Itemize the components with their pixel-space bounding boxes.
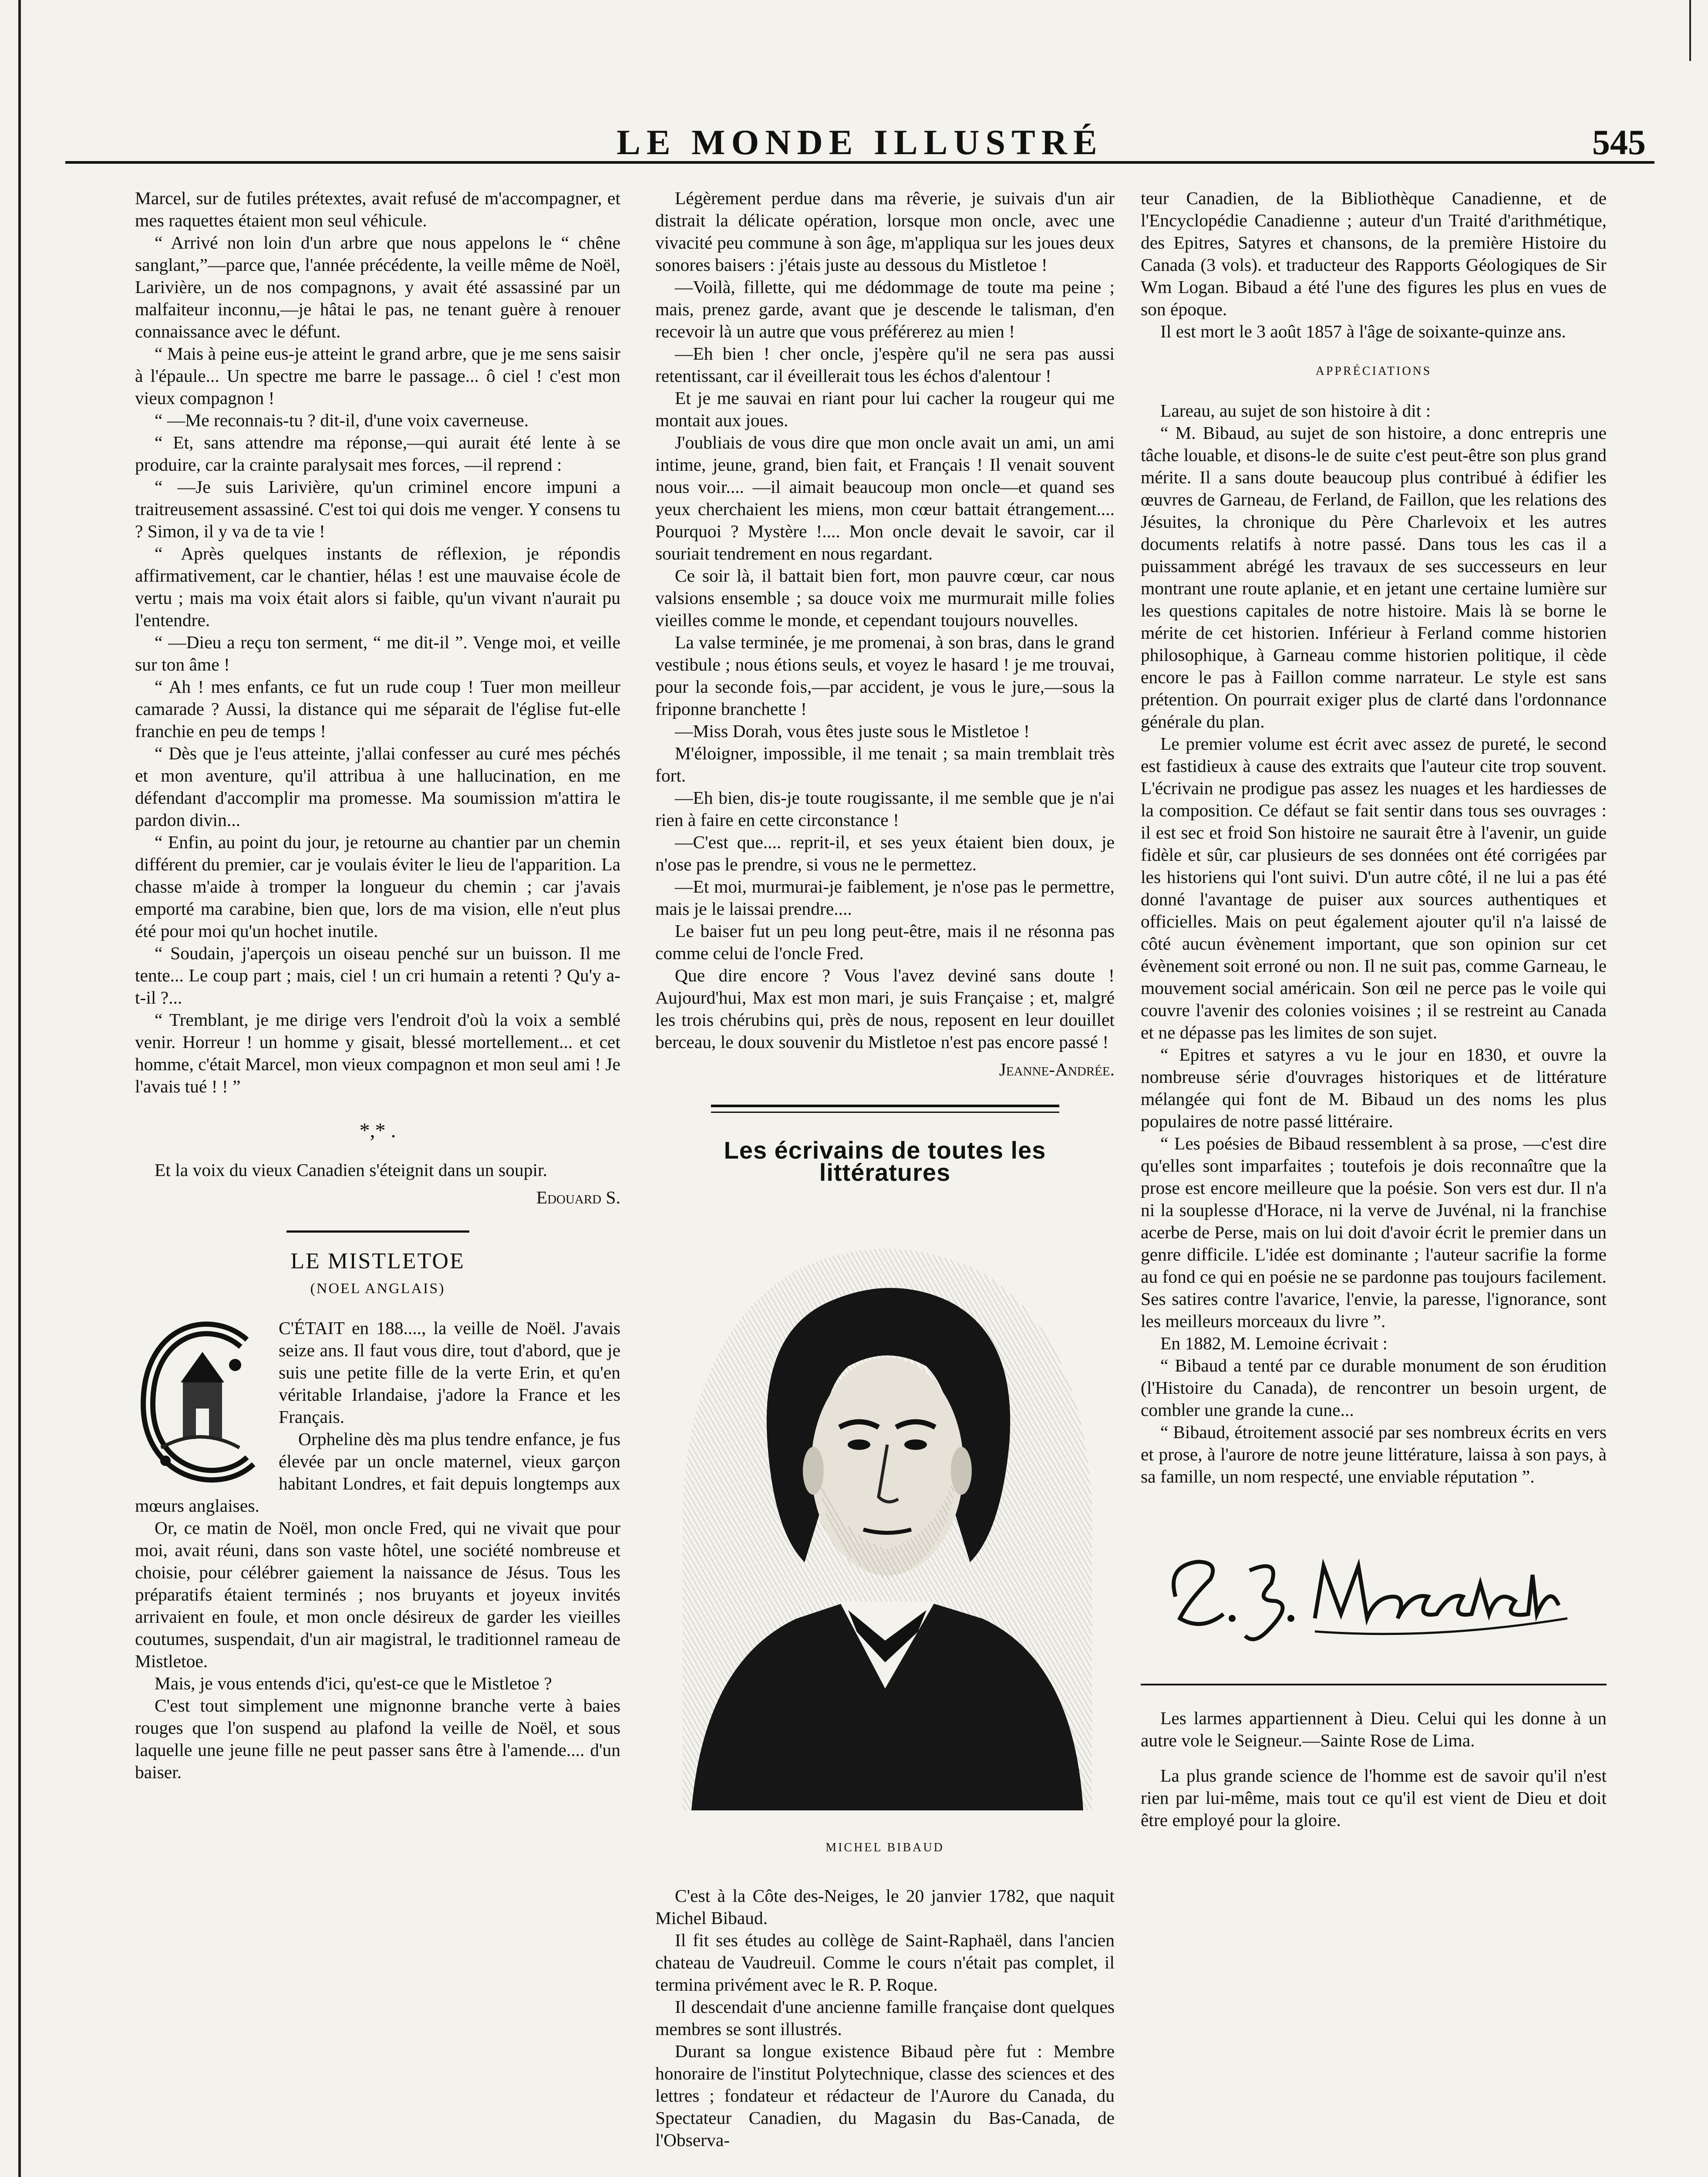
section-divider [1141,1684,1607,1685]
appreciation-paragraph: “ Bibaud a tenté par ce durable monument de son érudition (l'Histoire du Canada), de rencontrer un besoin urgent, de combler une grande la cune... [1141,1355,1607,1420]
mistletoe-paragraph: —Et moi, murmurai-je faiblement, je n'ose pas le permettre, mais je le laissai prendre.... [655,876,1115,919]
quote-sainte-rose: Les larmes appartiennent à Dieu. Celui qui les donne à un autre vole le Seigneur.—Sainte Rose de Lima. [1141,1708,1607,1750]
story-paragraph: “ Et, sans attendre ma réponse,—qui aurait été lente à se produire, car la crainte paralysait mes forces, —il reprend : [135,432,620,475]
story-paragraph: “ —Dieu a reçu ton serment, “ me dit-il ”. Venge moi, et veille sur ton âme ! [135,632,620,674]
handwritten-signature [1149,1531,1585,1649]
mistletoe-paragraph: Et je me sauvai en riant pour lui cacher la rougeur qui me montait aux joues. [655,388,1115,430]
mistletoe-paragraph: Orpheline dès ma plus tendre enfance, je fus élevée par un oncle maternel, vieux garçon habitant Londres, et fait depuis longtemps aux mœurs anglaises. [135,1429,620,1516]
page-number: 545 [1592,122,1646,162]
mistletoe-title: LE MISTLETOE [290,1249,465,1274]
left-margin-mark [18,0,21,2177]
portrait-engraving [665,1201,1105,1823]
story-paragraph: “ Tremblant, je me dirige vers l'endroit d'où la voix a semblé venir. Horreur ! un homme y gisait, blessé mortellement... et cet homme, c'était Marcel, mon vieux compagnon et mon seul ami ! Je l'avais tué ! ! ” [135,1010,620,1096]
closing-paragraph: Et la voix du vieux Canadien s'éteignit dans un soupir. [155,1160,547,1180]
portrait-caption: MICHEL BIBAUD [825,1841,944,1854]
story-paragraph: “ Enfin, au point du jour, je retourne au chantier par un chemin différent du premier, car je voulais éviter le lieu de l'apparition. La chasse m'aide à tromper la longueur du chemin ; car j'avais emporté ma carabine, bien que, lors de ma vision, elle n'eut plus été pour moi qu'un hochet inutile. [135,832,620,941]
story-paragraph: “ Mais à peine eus-je atteint le grand arbre, que je me sens saisir à l'épaule... Un spectre me barre le passage... ô ciel ! c'est mon vieux compagnon ! [135,344,620,408]
appreciation-paragraph: “ M. Bibaud, au sujet de son histoire, a donc entrepris une tâche louable, et disons-le de suite c'est peut-être son plus grand mérite. Il a sans doute beaucoup plus contribué à édifier les œuvres de Garneau, de Ferland, de Faillon, que les relations des Jésuites, la chronique du Père Charlevoix et les autres documents relatifs à notre passé. Dans tous les cas il a puissamment abrégé les travaux de ses successeurs en leur montrant une route aplanie, et en jetant une certaine lumière sur les questions capitales de notre histoire. Mais là se borne le mérite de cet historien. Inférieur à Ferland comme historien philosophique, à Garneau comme historien politique, il cède encore le pas à Faillon comme narrateur. Le style est sans prétention. On pourrait exiger plus de clarté dans l'ordonnance générale du plan. [1141,423,1607,731]
appreciation-paragraph: Le premier volume est écrit avec assez de pureté, le second est fastidieux à cause des extraits que l'auteur cite trop souvent. L'écrivain ne prodigue pas assez les nuages et les hardiesses de la composition. Ce défaut se fait sentir dans tous ses ouvrages : il est sec et froid Son histoire ne saurait être à l'avenir, un guide fidèle et sûr, car plusieurs de ses données ont été corrigées par les historiens qui l'ont suivi. D'un autre côté, il ne lui a pas été donné l'avantage de puiser aux sources authentiques et officielles. Mais on peut également ajouter qu'il n'a laissé de côté aucun évènement important, que son opinion sur cet évènement soit erroné ou non. Il ne suit pas, comme Garneau, le mouvement social américain. Son œil ne perce pas le voile qui couvre l'avenir des colonies voisines ; il se restreint au Canada et ne dépasse pas les limites de son sujet. [1141,734,1607,1042]
mistletoe-paragraph: —Miss Dorah, vous êtes juste sous le Mistletoe ! [675,721,1030,741]
running-head [65,109,1654,164]
mistletoe-paragraph: —C'est que.... reprit-il, et ses yeux étaient bien doux, je n'ose pas le prendre, si vous ne le permettez. [655,832,1115,874]
story-signature: Edouard S. [536,1187,620,1207]
section-stars: *,* . [359,1119,396,1142]
story-paragraph: “ Soudain, j'aperçois un oiseau penché sur un buisson. Il me tente... Le coup part ; mais, ciel ! un cri humain a retenti ? Qu'y a-t-il ?... [135,943,620,1008]
mistletoe-paragraph: Que dire encore ? Vous l'avez deviné sans doute ! Aujourd'hui, Max est mon mari, je suis Française ; et, malgré les trois chérubins qui, près de nous, reposent en leur douillet berceau, le doux souvenir du Mistletoe n'est pas encore passé ! [655,965,1115,1052]
column-3 [1141,187,1607,1831]
appreciation-paragraph: “ Epitres et satyres a vu le jour en 1830, et ouvre la nombreuse série d'ouvrages historiques et de littérature mélangée qui font de M. Bibaud un des noms les plus populaires de notre passé littéraire. [1141,1045,1607,1131]
quote-science: La plus grande science de l'homme est de savoir qu'il n'est rien par lui-même, mais tout ce qu'il est vient de Dieu et doit être employé pour la gloire. [1141,1766,1607,1830]
drop-cap-illustration [135,1317,266,1491]
mistletoe-paragraph: —Voilà, fillette, qui me dédommage de toute ma peine ; mais, prenez garde, avant que je descende le talisman, d'en recevoir là un autre que vous préférerez au mien ! [655,277,1115,341]
appreciations-heading: APPRÉCIATIONS [1315,364,1432,378]
column-1 [135,187,620,1783]
column-2 [655,187,1115,2151]
mistletoe-paragraph: —Eh bien ! cher oncle, j'espère qu'il ne sera pas aussi retentissant, car il éveillerait tous les échos d'alentour ! [655,344,1115,386]
mistletoe-signature: Jeanne-Andrée. [999,1059,1115,1079]
story-paragraph: Marcel, sur de futiles prétextes, avait refusé de m'accompagner, et mes raquettes étaient mon seul véhicule. [135,188,620,230]
mistletoe-paragraph: Légèrement perdue dans ma rêverie, je suivais d'un air distrait la délicate opération, lorsque mon oncle, avec une vivacité peu commune à son âge, m'appliqua sur les joues deux sonores baisers : j'étais juste au dessous du Mistletoe ! [655,188,1115,275]
bio-paragraph: Il descendait d'une ancienne famille française dont quelques membres se sont illustrés. [655,1997,1115,2039]
section-divider [286,1230,469,1233]
section-divider [711,1105,1059,1113]
story-paragraph: “ Après quelques instants de réflexion, je répondis affirmativement, car le chantier, hélas ! est une mauvaise école de vertu ; mais ma voix était alors si faible, qu'un vivant n'aurait pu l'entendre. [135,543,620,630]
appreciation-paragraph: Lareau, au sujet de son histoire à dit : [1160,401,1431,421]
right-margin-mark [1689,0,1691,61]
bio-paragraph: Il fit ses études au collège de Saint-Raphaël, dans l'ancien chateau de Vaudreuil. Comme le cours n'était pas complet, il termina privément avec le R. P. Roque. [655,1930,1115,1995]
mistletoe-paragraph: Mais, je vous entends d'ici, qu'est-ce que le Mistletoe ? [155,1673,552,1693]
mistletoe-subtitle: (NOEL ANGLAIS) [310,1281,445,1297]
appreciation-paragraph: En 1882, M. Lemoine écrivait : [1160,1333,1388,1353]
appreciation-paragraph: “ Bibaud, étroitement associé par ses nombreux écrits en vers et prose, à l'aurore de notre jeune littérature, laissa à son pays, à sa famille, un nom respecté, une enviable réputation ”. [1141,1422,1607,1486]
journal-title: LE MONDE ILLUSTRÉ [616,122,1103,162]
story-paragraph: “ Ah ! mes enfants, ce fut un rude coup ! Tuer mon meilleur camarade ? Aussi, la distance qui me séparait de l'église fut-elle franchie en peu de temps ! [135,677,620,741]
story-paragraph: “ —Je suis Larivière, qu'un criminel encore impuni a traitreusement assassiné. C'est toi qui dois me venger. Y consens tu ? Simon, il y va de ta vie ! [135,477,620,541]
story-paragraph: “ Arrivé non loin d'un arbre que nous appelons le “ chêne sanglant,”—parce que, l'année précédente, la veille même de Noël, Larivière, un de nos compagnons, y avait été assassiné par un malfaiteur inconnu,—je hâtai le pas, ne tenant guère à renouer connaissance avec le défunt. [135,233,620,341]
story-paragraph: “ Dès que je l'eus atteinte, j'allai confesser au curé mes péchés et mon aventure, qu'il attribua à une hallucination, en me défendant d'accomplir ma promesse. Ma soumission m'attira le pardon divin... [135,743,620,830]
mistletoe-paragraph: Le baiser fut un peu long peut-être, mais il ne résonna pas comme celui de l'oncle Fred. [655,921,1115,963]
mistletoe-paragraph: La valse terminée, je me promenai, à son bras, dans le grand vestibule ; nous étions seuls, et voyez le hasard ! je me trouvai, pour la seconde fois,—par accident, je vous le jure,—sous la friponne branchette ! [655,632,1115,719]
mistletoe-paragraph: Or, ce matin de Noël, mon oncle Fred, qui ne vivait que pour moi, avait réuni, dans son vaste hôtel, une société nombreuse et choisie, pour célébrer gaiement la naissance de Jésus. Tous les préparatifs étaient terminés ; nos bruyants et joyeux invités arrivaient en foule, et mon oncle désireux de garder les vieilles coutumes, suspendait, d'un air magistral, le traditionnel rameau de Mistletoe. [135,1518,620,1671]
story-paragraph: “ —Me reconnais-tu ? dit-il, d'une voix caverneuse. [155,410,529,430]
mistletoe-paragraph: M'éloigner, impossible, il me tenait ; sa main tremblait très fort. [655,743,1115,785]
mistletoe-paragraph: J'oubliais de vous dire que mon oncle avait un ami, un ami intime, jeune, grand, bien fait, et Français ! Il venait souvent nous voir.... —il aimait beaucoup mon oncle—et quand ses yeux cherchaient les miens, mon cœur battait étrangement.... Pourquoi ? Mystère !.... Mon oncle devait le savoir, car il souriait tendrement en nous regardant. [655,432,1115,563]
bio-paragraph: C'est à la Côte des-Neiges, le 20 janvier 1782, que naquit Michel Bibaud. [655,1886,1115,1928]
mistletoe-paragraph: C'ÉTAIT en 188...., la veille de Noël. J'avais seize ans. Il faut vous dire, tout d'abord, que je suis une petite fille de la verte Erin, et qu'en véritable Irlandaise, j'adore la France et les Français. [279,1318,620,1427]
bio-paragraph: Durant sa longue existence Bibaud père fut : Membre honoraire de l'institut Polytechnique, classe des sciences et des lettres ; fondateur et rédacteur de l'Aurore du Canada, du Spectateur Canadien, du Magasin du Bas-Canada, de l'Observa- [655,2041,1115,2150]
bio-paragraph: teur Canadien, de la Bibliothèque Canadienne, et de l'Encyclopédie Canadienne ; auteur d'un Traité d'arithmétique, des Epitres, Satyres et chansons, de la première Histoire du Canada (3 vols). et traducteur des Rapports Géologiques de Sir Wm Logan. Bibaud a été l'une des figures les plus en vues de son époque. [1141,188,1607,319]
mistletoe-paragraph: —Eh bien, dis-je toute rougissante, il me semble que je n'ai rien à faire en cette circonstance ! [655,788,1115,830]
article-title: Les écrivains de toutes les littératures [724,1136,1046,1186]
death-paragraph: Il est mort le 3 août 1857 à l'âge de soixante-quinze ans. [1160,321,1566,341]
mistletoe-paragraph: C'est tout simplement une mignonne branche verte à baies rouges que l'on suspend au plafond la veille de Noël, et sous laquelle une jeune fille ne peut passer sans être à l'amende.... d'un baiser. [135,1695,620,1782]
appreciation-paragraph: “ Les poésies de Bibaud ressemblent à sa prose, —c'est dire qu'elles sont imparfaites ; toutefois je dois reconnaître que la prose est encore meilleure que la poésie. Son vers est dur. Il n'a ni la souplesse d'Horace, ni la verve de Juvénal, ni la franchise acerbe de Perse, mais on lui doit d'avoir écrit le premier dans un genre difficile. L'idée est dominante ; l'auteur sacrifie la forme au fond ce qui en poésie ne se pardonne pas toujours facilement. Ses satires contre l'avarice, l'envie, la paresse, l'ignorance, sont les meilleurs morceaux du livre ”. [1141,1133,1607,1331]
mistletoe-paragraph: Ce soir là, il battait bien fort, mon pauvre cœur, car nous valsions ensemble ; sa douce voix me murmurait mille folies vieilles comme le monde, et cependant toujours nouvelles. [655,566,1115,630]
